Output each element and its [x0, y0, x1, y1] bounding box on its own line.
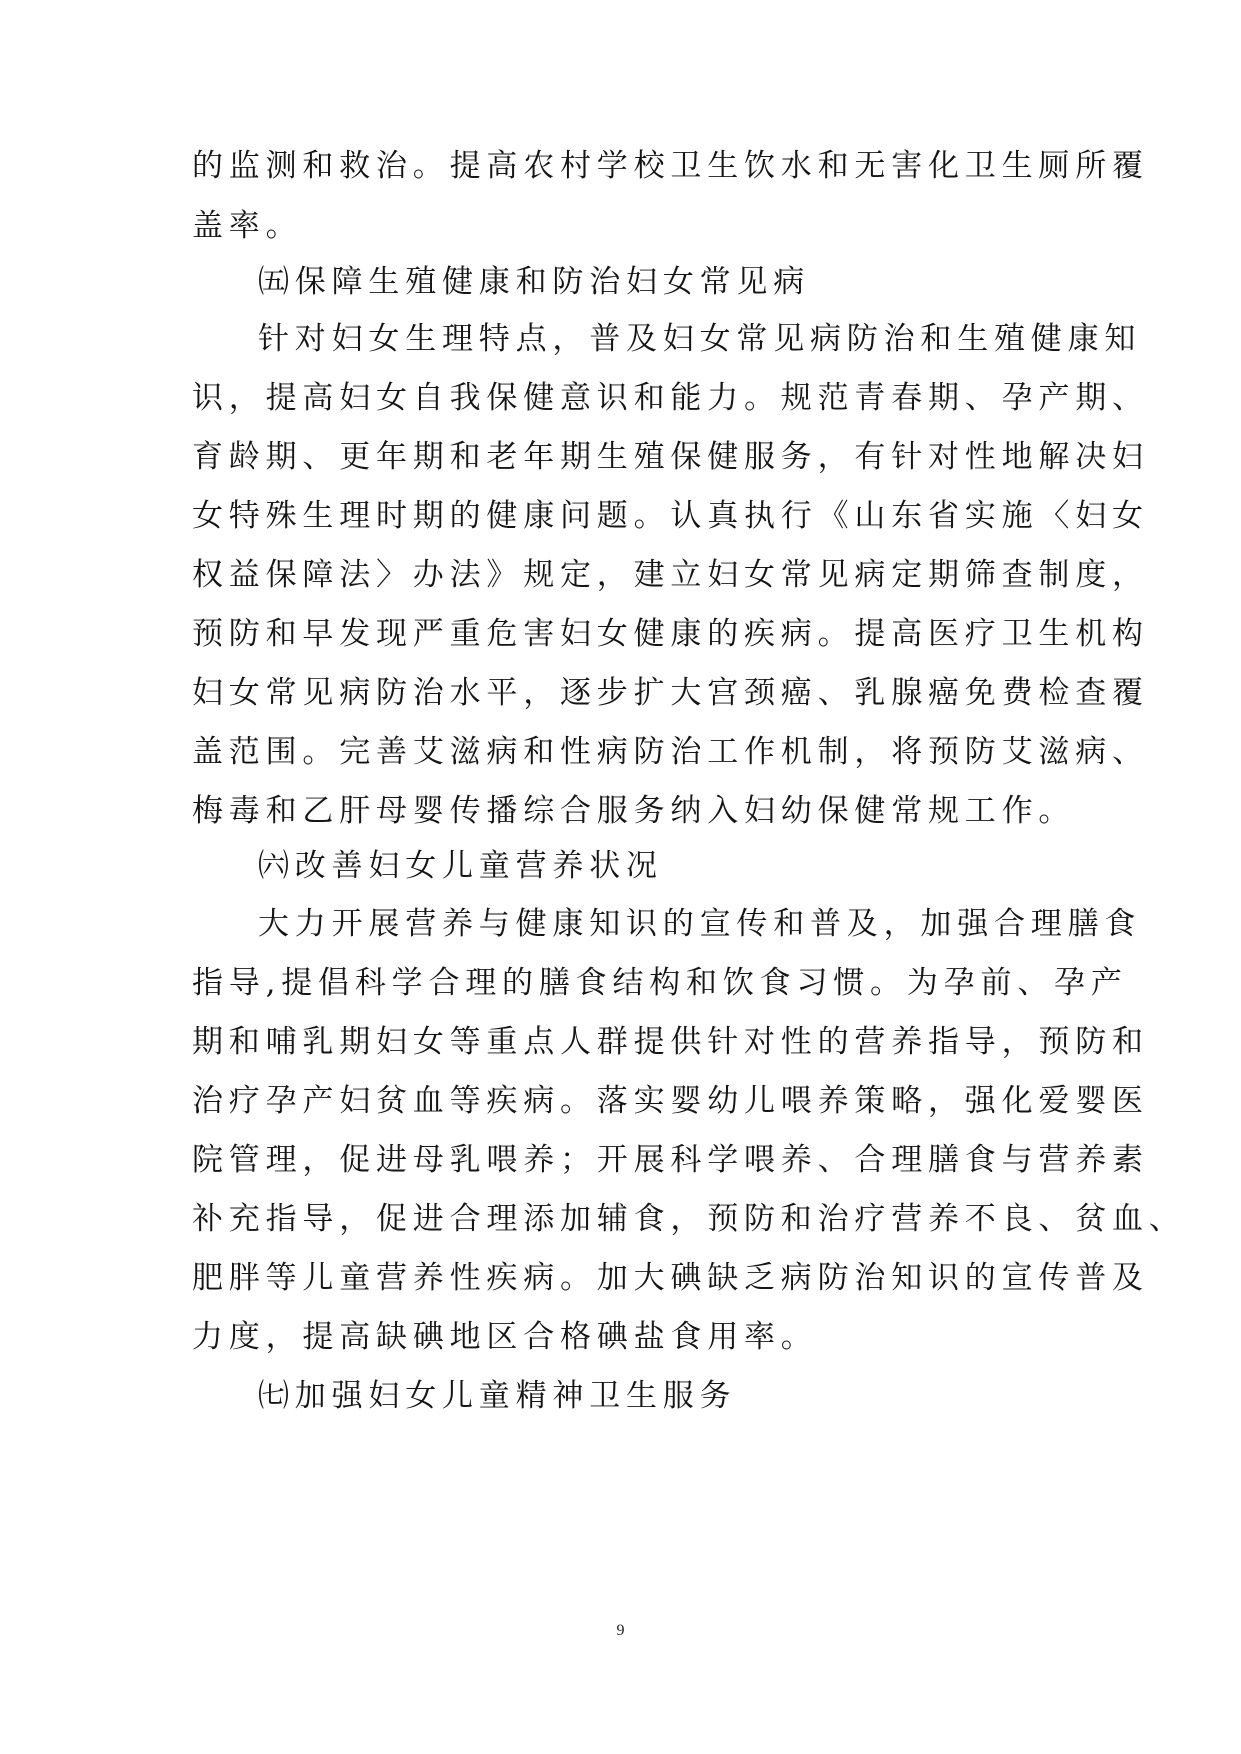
section-heading-6: ㈥改善妇女儿童营养状况	[258, 848, 663, 884]
paragraph-line: 大力开展营养与健康知识的宣传和普及，加强合理膳食	[258, 906, 1142, 942]
paragraph-line: 识，提高妇女自我保健意识和能力。规范青春期、孕产期、	[192, 380, 1149, 416]
paragraph-line: 期和哺乳期妇女等重点人群提供针对性的营养指导，预防和	[192, 1024, 1149, 1060]
paragraph-line: 治疗孕产妇贫血等疾病。落实婴幼儿喂养策略，强化爱婴医	[192, 1083, 1149, 1119]
paragraph-line: 育龄期、更年期和老年期生殖保健服务，有针对性地解决妇	[192, 439, 1149, 475]
paragraph-line: 女特殊生理时期的健康问题。认真执行《山东省实施〈妇女	[192, 498, 1149, 534]
paragraph-line: 盖范围。完善艾滋病和性病防治工作机制，将预防艾滋病、	[192, 734, 1149, 770]
paragraph-line: 梅毒和乙肝母婴传播综合服务纳入妇幼保健常规工作。	[192, 793, 1076, 829]
section-heading-5: ㈤保障生殖健康和防治妇女常见病	[258, 264, 810, 300]
paragraph-line: 力度，提高缺碘地区合格碘盐食用率。	[192, 1319, 818, 1355]
paragraph-line: 补充指导，促进合理添加辅食，预防和治疗营养不良、贫血、	[192, 1201, 1186, 1237]
page-number: 9	[616, 1622, 625, 1639]
paragraph-line: 指导,提倡科学合理的膳食结构和饮食习惯。为孕前、孕产	[192, 965, 1128, 1001]
paragraph-line: 妇女常见病防治水平，逐步扩大宫颈癌、乳腺癌免费检查覆	[192, 675, 1149, 711]
paragraph-line: 预防和早发现严重危害妇女健康的疾病。提高医疗卫生机构	[192, 616, 1149, 652]
paragraph-line: 针对妇女生理特点，普及妇女常见病防治和生殖健康知	[258, 321, 1142, 357]
paragraph-line: 院管理，促进母乳喂养；开展科学喂养、合理膳食与营养素	[192, 1142, 1149, 1178]
paragraph-line: 肥胖等儿童营养性疾病。加大碘缺乏病防治知识的宣传普及	[192, 1260, 1149, 1296]
paragraph-line: 的监测和救治。提高农村学校卫生饮水和无害化卫生厕所覆	[192, 148, 1149, 184]
paragraph-line: 盖率。	[192, 208, 303, 244]
paragraph-line: 权益保障法〉办法》规定，建立妇女常见病定期筛查制度，	[192, 557, 1149, 593]
section-heading-7: ㈦加强妇女儿童精神卫生服务	[258, 1378, 737, 1414]
